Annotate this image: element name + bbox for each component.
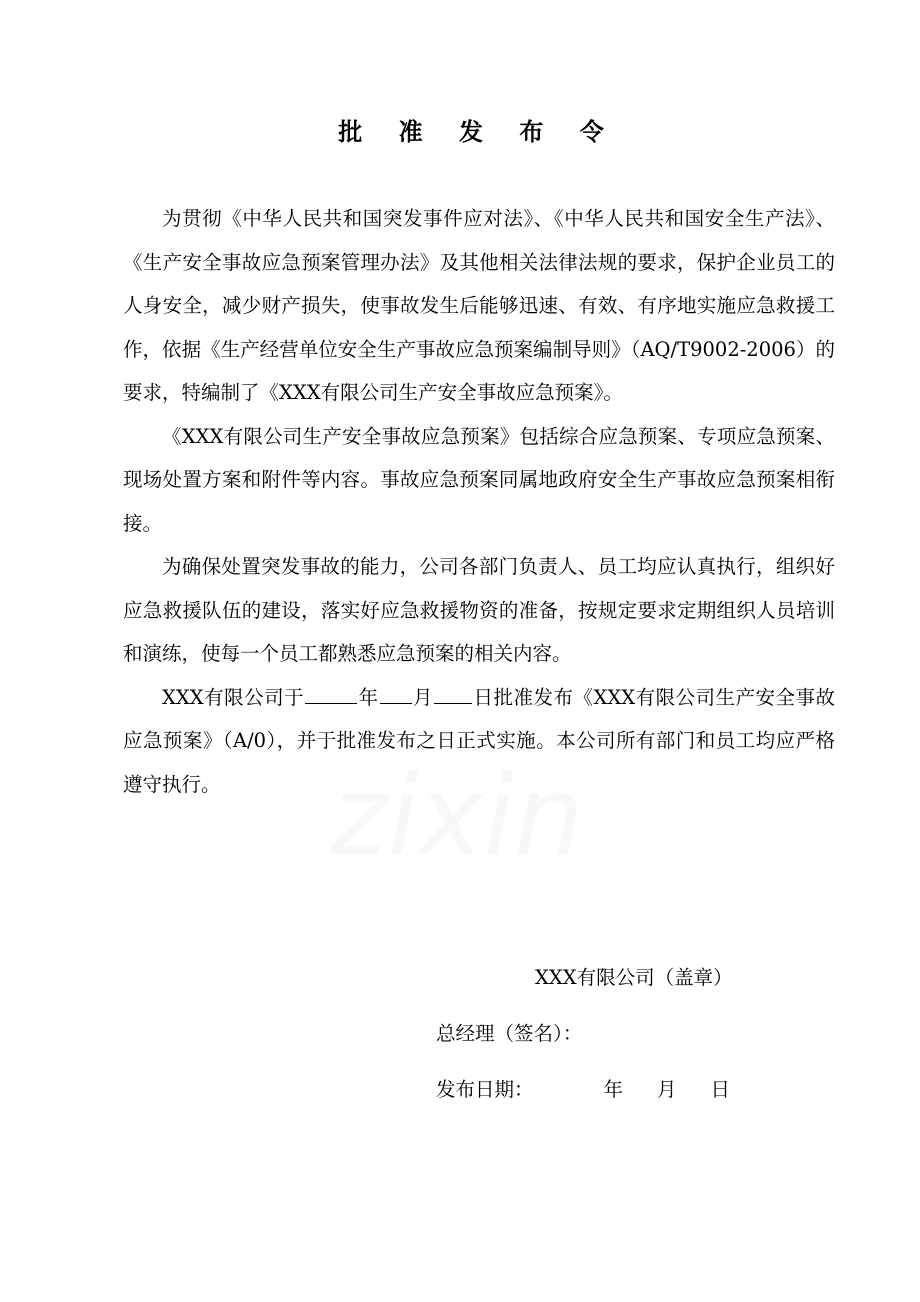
signature-manager: 总经理（签名）：	[436, 1022, 583, 1045]
paragraph-1: 为贯彻《中华人民共和国突发事件应对法》、《中华人民共和国安全生产法》、《生产安全事故应急预案管理办法》及其他相关法律法规的要求，保护企业员工的人身安全，减少财产损失，使事故发生后能够迅速、有效、有序地实施应急救援工作，依据《生产经营单位安全生产事故应急预案编制导则》（AQ/T9002-2006）的要求，特编制了《XXX有限公司生产安全事故应急预案》。	[123, 207, 835, 404]
document-title: 批 准 发 布 令	[338, 118, 618, 146]
signature-date	[436, 1074, 730, 1102]
date-month: 月	[657, 1078, 677, 1101]
date-label: 发布日期：	[436, 1078, 534, 1101]
paragraph-3: 为确保处置突发事故的能力，公司各部门负责人、员工均应认真执行，组织好应急救援队伍的建设，落实好应急救援物资的准备，按规定要求定期组织人员培训和演练，使每一个员工都熟悉应急预案的相关内容。	[123, 555, 835, 665]
date-year: 年	[603, 1078, 624, 1101]
document-body	[123, 197, 835, 806]
signature-company: XXX有限公司（盖章）	[535, 966, 733, 989]
month-blank	[380, 681, 412, 704]
year-blank	[305, 681, 357, 704]
paragraph-4-rest: 日批准发布《XXX有限公司生产安全事故应急预案》（A/0），并于批准发布之日正式实施。本公司所有部门和员工均应严格遵守执行。	[123, 685, 835, 796]
paragraph-4-prefix: XXX有限公司于	[162, 685, 305, 709]
paragraph-4	[123, 676, 835, 807]
date-day: 日	[710, 1078, 731, 1101]
paragraph-4-month: 月	[412, 685, 434, 709]
paragraph-2: 《XXX有限公司生产安全事故应急预案》包括综合应急预案、专项应急预案、现场处置方案和附件等内容。事故应急预案同属地政府安全生产事故应急预案相衔接。	[123, 424, 835, 535]
paragraph-4-year: 年	[358, 685, 379, 709]
day-blank	[434, 681, 472, 704]
